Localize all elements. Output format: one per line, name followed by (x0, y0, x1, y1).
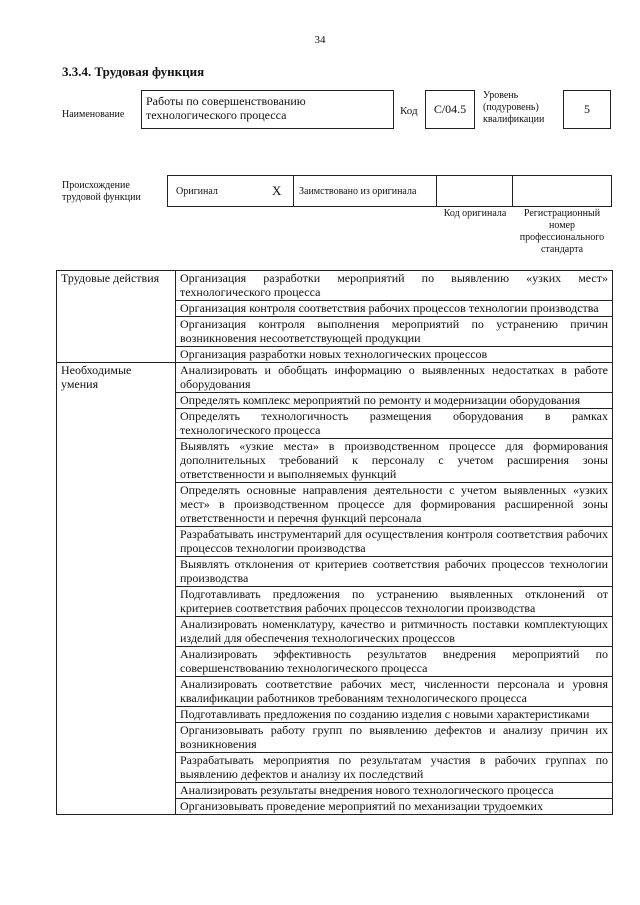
origin-label: Происхождение трудовой функции (62, 180, 141, 203)
function-name-field: Работы по совершенствованию технологического процесса (141, 90, 394, 129)
skill-item: Определять комплекс мероприятий по ремонту и модернизации оборудования (176, 393, 612, 409)
skill-item: Организовывать работу групп по выявлению дефектов и анализу причин их возникновения (176, 723, 612, 753)
required-skills-list (176, 363, 613, 815)
code-original-cell (437, 176, 513, 206)
skill-item: Выявлять «узкие места» в производственном процессе для формирования дополнительных требований к персоналу с учетом расширения зоны ответственности и выполняемых функций (176, 439, 612, 483)
labor-action-item: Организация разработки мероприятий по выявлению «узких мест» технологического процесса (176, 271, 612, 301)
skill-item: Анализировать результаты внедрения нового технологического процесса (176, 783, 612, 799)
code-label: Код (400, 105, 418, 117)
original-mark: X (272, 183, 282, 198)
skill-item: Определять технологичность размещения оборудования в рамках технологического процесса (176, 409, 612, 439)
code-field: С/04.5 (425, 90, 475, 129)
required-skills-row (57, 363, 613, 815)
skill-item: Подготавливать предложения по созданию изделия с новыми характеристиками (176, 707, 612, 723)
qualification-level-field: 5 (563, 90, 611, 129)
origin-row (167, 175, 612, 207)
labor-actions-row (57, 271, 613, 363)
skill-item: Анализировать и обобщать информацию о выявленных недостатках в работе оборудования (176, 363, 612, 393)
skill-item: Анализировать соответствие рабочих мест, численности персонала и уровня квалификации работников требованиям технологического процесса (176, 677, 612, 707)
borrowed-label: Заимствовано из оригинала (299, 186, 417, 197)
skill-item: Определять основные направления деятельности с учетом выявленных «узких мест» в производственном процессе для формирования расширенной зоны ответственности и перечня функций персонала (176, 483, 612, 527)
skill-item: Анализировать эффективность результатов внедрения мероприятий по совершенствованию технологического процесса (176, 647, 612, 677)
skill-item: Организовывать проведение мероприятий по механизации трудоемких (180, 799, 543, 813)
required-skills-label: Необходимые умения (57, 363, 176, 815)
function-details-table (56, 270, 613, 815)
skill-item: Выявлять отклонения от критериев соответствия рабочих процессов технологии производства (176, 557, 612, 587)
borrowed-cell (294, 176, 437, 206)
page-number: 34 (314, 34, 326, 46)
labor-actions-list (176, 271, 613, 363)
code-original-label: Код оригинала (443, 208, 507, 219)
original-label: Оригинал (176, 186, 218, 197)
skill-item: Анализировать номенклатуру, качество и ритмичность поставки комплектующих изделий для обеспечения технологических процессов (176, 617, 612, 647)
labor-action-item: Организация разработки новых технологических процессов (180, 347, 488, 361)
labor-action-item: Организация контроля соответствия рабочих процессов технологии производства (176, 301, 612, 317)
labor-actions-label: Трудовые действия (57, 271, 176, 363)
registration-number-label: Регистрационный номер профессионального стандарта (519, 208, 605, 255)
labor-action-item: Организация контроля выполнения мероприятий по устранению причин возникновения несоответствующей продукции (176, 317, 612, 347)
registration-number-cell (513, 176, 611, 206)
name-label: Наименование (62, 109, 125, 120)
section-title: 3.3.4. Трудовая функция (62, 64, 205, 79)
skill-item: Подготавливать предложения по устранению выявленных отклонений от критериев соответствия рабочих процессов технологии производства (176, 587, 612, 617)
original-cell (168, 176, 294, 206)
skill-item: Разрабатывать инструментарий для осуществления контроля соответствия рабочих процессов технологии производства (176, 527, 612, 557)
skill-item: Разрабатывать мероприятия по результатам участия в рабочих группах по выявлению дефектов и анализу их последствий (176, 753, 612, 783)
qualification-level-label: Уровень (подуровень) квалификации (483, 90, 545, 125)
